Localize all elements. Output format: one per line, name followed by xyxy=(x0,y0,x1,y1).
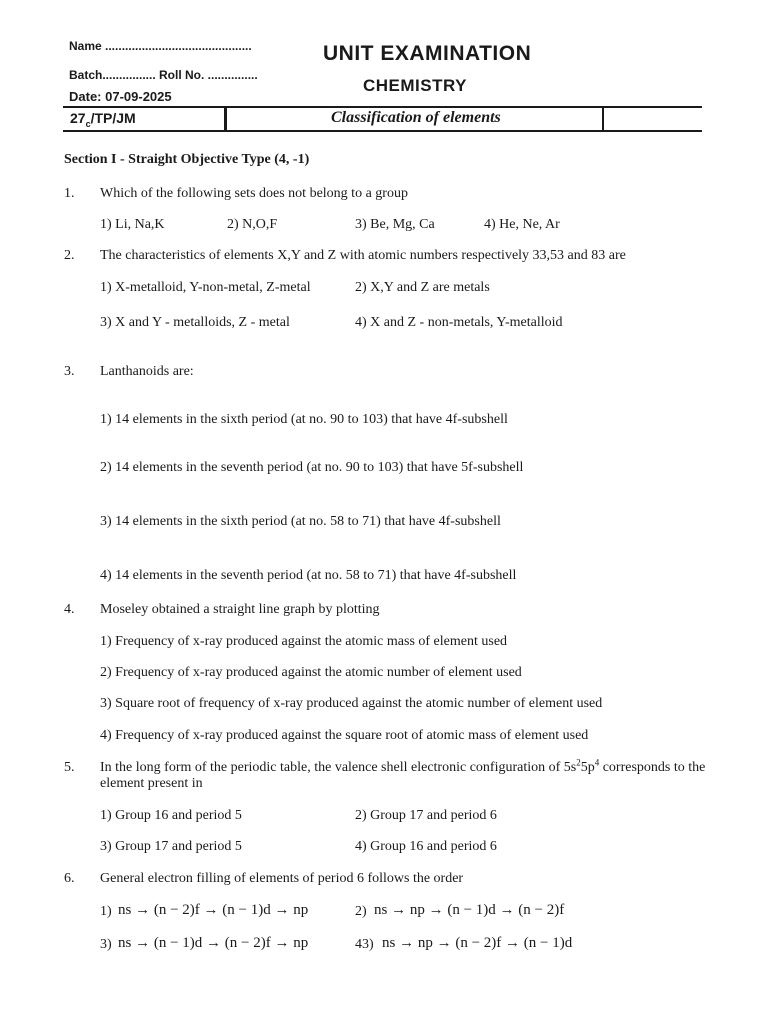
question-number: 6. xyxy=(64,871,75,886)
question-text: General electron filling of elements of period 6 follows the order xyxy=(100,871,464,886)
topic-title: Classification of elements xyxy=(331,109,501,126)
option: 4) Frequency of x-ray produced against the square root of atomic mass of element used xyxy=(100,728,589,743)
option: 2) 14 elements in the seventh period (at no. 90 to 103) that have 5f-subshell xyxy=(100,460,524,475)
option: 2) Group 17 and period 6 xyxy=(355,808,497,823)
paper-code-rest: /TP/JM xyxy=(90,110,136,126)
subject-title: CHEMISTRY xyxy=(363,76,467,95)
option-formula: ns → np → (n − 1)d → (n − 2)f xyxy=(374,902,565,918)
option: 4) 14 elements in the seventh period (at no. 58 to 71) that have 4f-subshell xyxy=(100,568,517,583)
option: 2) X,Y and Z are metals xyxy=(355,280,490,295)
question-text: Lanthanoids are: xyxy=(100,364,194,379)
question-text-part: 5p xyxy=(580,760,595,775)
superscript: 4 xyxy=(594,757,600,768)
question-number: 5. xyxy=(64,760,75,775)
option: 2) Frequency of x-ray produced against the atomic number of element used xyxy=(100,665,522,680)
option: 1) Frequency of x-ray produced against the atomic mass of element used xyxy=(100,634,508,649)
question-number: 1. xyxy=(64,186,75,201)
option-label: 1) xyxy=(100,904,112,919)
option: 1) Li, Na,K xyxy=(100,217,165,232)
option-formula: ns → (n − 1)d → (n − 2)f → np xyxy=(118,935,309,951)
header-rule-bottom xyxy=(63,130,702,132)
question-text: The characteristics of elements X,Y and Z with atomic numbers respectively 33,53 and 83 are xyxy=(100,248,626,263)
option: 3) 14 elements in the sixth period (at no. 58 to 71) that have 4f-subshell xyxy=(100,514,501,529)
option: 3) Group 17 and period 5 xyxy=(100,839,242,854)
question-text: Moseley obtained a straight line graph by plotting xyxy=(100,602,380,617)
paper-code xyxy=(70,110,136,129)
exam-date: Date: 07-09-2025 xyxy=(69,89,172,104)
paper-code-main: 27 xyxy=(70,110,86,126)
option: 2) N,O,F xyxy=(227,217,278,232)
option: 3) Square root of frequency of x-ray produced against the atomic number of element used xyxy=(100,696,603,711)
superscript: 2 xyxy=(576,757,581,768)
header-divider-left xyxy=(224,106,227,132)
page-title: UNIT EXAMINATION xyxy=(323,42,532,65)
name-field: Name ............................................ xyxy=(69,39,252,53)
option-label: 3) xyxy=(100,937,112,952)
question-text-part: corresponds to the element present in xyxy=(100,760,706,791)
option: 4) He, Ne, Ar xyxy=(484,217,560,232)
batch-roll-field: Batch................ Roll No. ............... xyxy=(69,68,258,82)
question-number: 2. xyxy=(64,248,75,263)
option-label: 2) xyxy=(355,904,367,919)
option: 4) Group 16 and period 6 xyxy=(355,839,497,854)
option: 3) X and Y - metalloids, Z - metal xyxy=(100,315,290,330)
header-rule-top xyxy=(63,106,702,108)
option-formula: ns → np → (n − 2)f → (n − 1)d xyxy=(382,935,573,951)
option: 1) Group 16 and period 5 xyxy=(100,808,242,823)
question-number: 4. xyxy=(64,602,75,617)
question-text xyxy=(100,757,712,792)
question-text-part: In the long form of the periodic table, the valence shell electronic configuration of 5s xyxy=(100,760,577,775)
option: 3) Be, Mg, Ca xyxy=(355,217,435,232)
option-label: 43) xyxy=(355,937,374,952)
question-text: Which of the following sets does not belong to a group xyxy=(100,186,408,201)
paper-code-sub: c xyxy=(85,118,91,129)
question-number: 3. xyxy=(64,364,75,379)
option: 1) 14 elements in the sixth period (at no. 90 to 103) that have 4f-subshell xyxy=(100,412,508,427)
option-formula: ns → (n − 2)f → (n − 1)d → np xyxy=(118,902,309,918)
header-divider-right xyxy=(602,106,604,132)
section-heading: Section I - Straight Objective Type (4, -1) xyxy=(64,152,310,167)
option: 4) X and Z - non-metals, Y-metalloid xyxy=(355,315,563,330)
option: 1) X-metalloid, Y-non-metal, Z-metal xyxy=(100,280,311,295)
